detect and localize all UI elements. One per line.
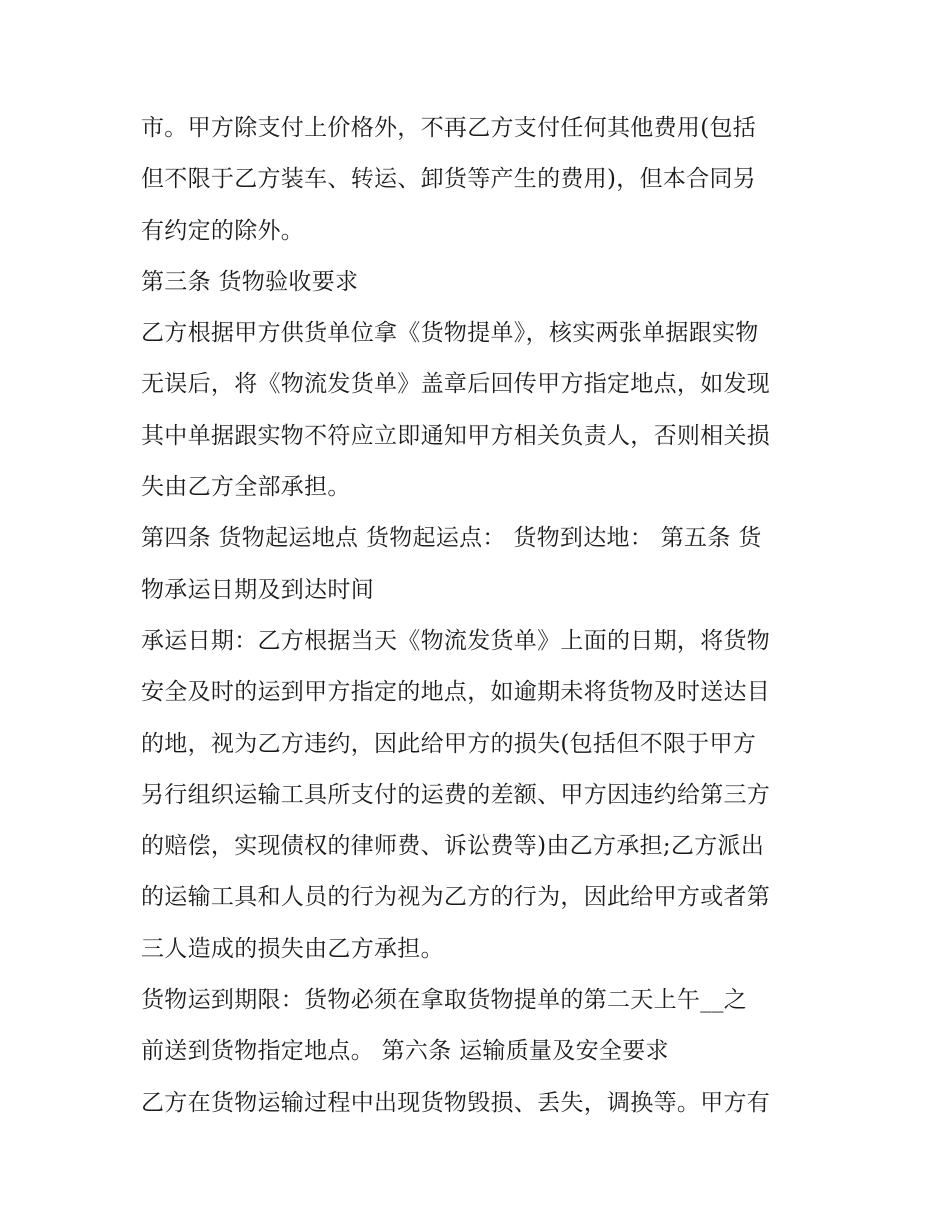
- text-line: 乙方根据甲方供货单位拿《货物提单》，核实两张单据跟实物: [141, 320, 759, 347]
- text-line: 三人造成的损失由乙方承担。: [141, 935, 444, 962]
- text-line: 无误后，将《物流发货单》盖章后回传甲方指定地点，如发现: [141, 371, 771, 398]
- text-line: 另行组织运输工具所支付的运费的差额、甲方因违约给第三方: [141, 781, 771, 808]
- text-line: 的运输工具和人员的行为视为乙方的行为，因此给甲方或者第: [141, 884, 771, 911]
- section-heading: 第四条 货物起运地点 货物起运点： 货物到达地： 第五条 货: [141, 525, 762, 552]
- text-line: 的地，视为乙方违约，因此给甲方的损失(包括但不限于甲方: [141, 730, 757, 757]
- text-line: 物承运日期及到达时间: [141, 576, 374, 603]
- document-page: [141, 103, 821, 1129]
- text-line: 但不限于乙方装车、转运、卸货等产生的费用)，但本合同另: [141, 166, 757, 193]
- text-line: 乙方在货物运输过程中出现货物毁损、丢失，调换等。甲方有: [141, 1089, 771, 1116]
- text-line: 承运日期：乙方根据当天《物流发货单》上面的日期，将货物: [141, 627, 771, 654]
- text-line: 失由乙方全部承担。: [141, 474, 351, 501]
- text-line: 货物运到期限：货物必须在拿取货物提单的第二天上午__之: [141, 987, 748, 1014]
- text-line: 安全及时的运到甲方指定的地点，如逾期未将货物及时送达目: [141, 679, 771, 706]
- text-line: 的赔偿，实现债权的律师费、诉讼费等)由乙方承担;乙方派出: [141, 833, 765, 860]
- text-line: 其中单据跟实物不符应立即通知甲方相关负责人，否则相关损: [141, 422, 771, 449]
- section-heading: 第三条 货物验收要求: [141, 268, 359, 295]
- text-line: 市。甲方除支付上价格外，不再乙方支付任何其他费用(包括: [141, 115, 757, 141]
- text-line: 有约定的除外。: [141, 217, 305, 244]
- section-heading: 前送到货物指定地点。 第六条 运输质量及安全要求: [141, 1038, 669, 1065]
